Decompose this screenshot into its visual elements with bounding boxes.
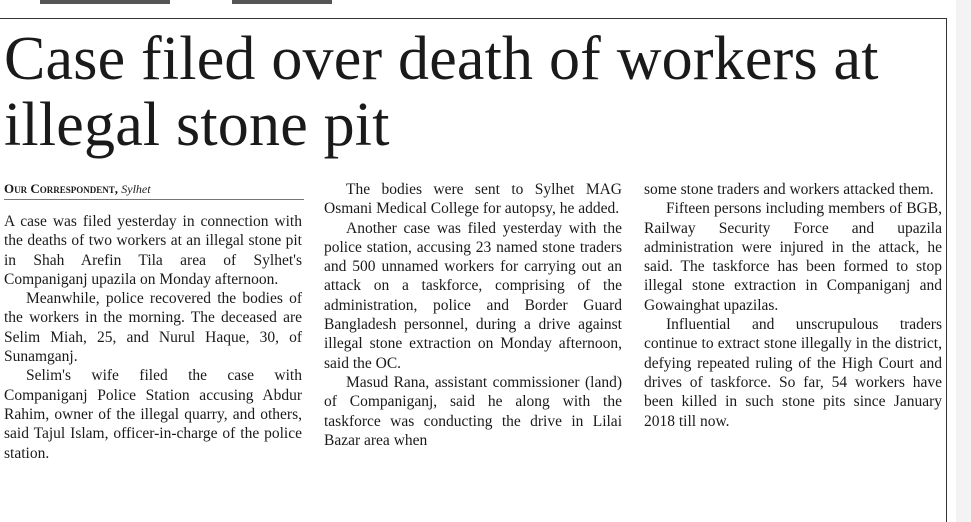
header-fragment [40,0,170,4]
paragraph: Another case was filed yesterday with the police station, accusing 23 named stone traders and 500 unnamed workers for carrying out an attack on a taskforce, comprising of the administration, police and Border Guard Bangladesh personnel, during a drive against illegal stone extraction on Monday afternoon, said the OC. [324,219,622,372]
top-divider [0,18,946,19]
paragraph: Masud Rana, assistant commissioner (land) of Companiganj, said he along with the taskforce was conducting the drive in Lilai Bazar area when [324,373,622,449]
paragraph: some stone traders and workers attacked them. [644,181,934,198]
byline-place: Sylhet [121,182,151,196]
column-divider [946,18,947,522]
article-column-3 [644,180,942,431]
paragraph: Fifteen persons including members of BGB, Railway Security Force and upazila administration were injured in the attack, he said. The taskforce has been formed to stop illegal stone extraction in Companiganj and Gowainghat upazilas. [644,200,942,314]
paragraph: Influential and unscrupulous traders continue to extract stone illegally in the district, defying repeated ruling of the High Court and drives of taskforce. So far, 54 workers have been killed in such stone pits since January 2018 till now. [644,316,942,430]
header-fragment [232,0,332,4]
byline-divider [4,199,304,200]
paragraph: A case was filed yesterday in connection with the deaths of two workers at an illegal stone pit in Shah Arefin Tila area of Sylhet's Companiganj upazila on Monday afternoon. [4,213,302,288]
paragraph: Meanwhile, police recovered the bodies of the workers in the morning. The deceased are Selim Miah, 25, and Nurul Haque, 30, of Sunamganj. [4,290,302,366]
headline: Case filed over death of workers at illegal stone pit [4,25,879,159]
byline-author: Our Correspondent, [4,181,119,196]
paragraph: The bodies were sent to Sylhet MAG Osmani Medical College for autopsy, he added. [324,181,622,218]
article-column-2 [324,180,622,450]
article-column-1 [4,212,302,463]
byline [4,181,151,197]
adjacent-page-edge [956,0,971,522]
paragraph: Selim's wife filed the case with Companiganj Police Station accusing Abdur Rahim, owner of the illegal quarry, and others, said Tajul Islam, officer-in-charge of the police station. [4,367,302,462]
